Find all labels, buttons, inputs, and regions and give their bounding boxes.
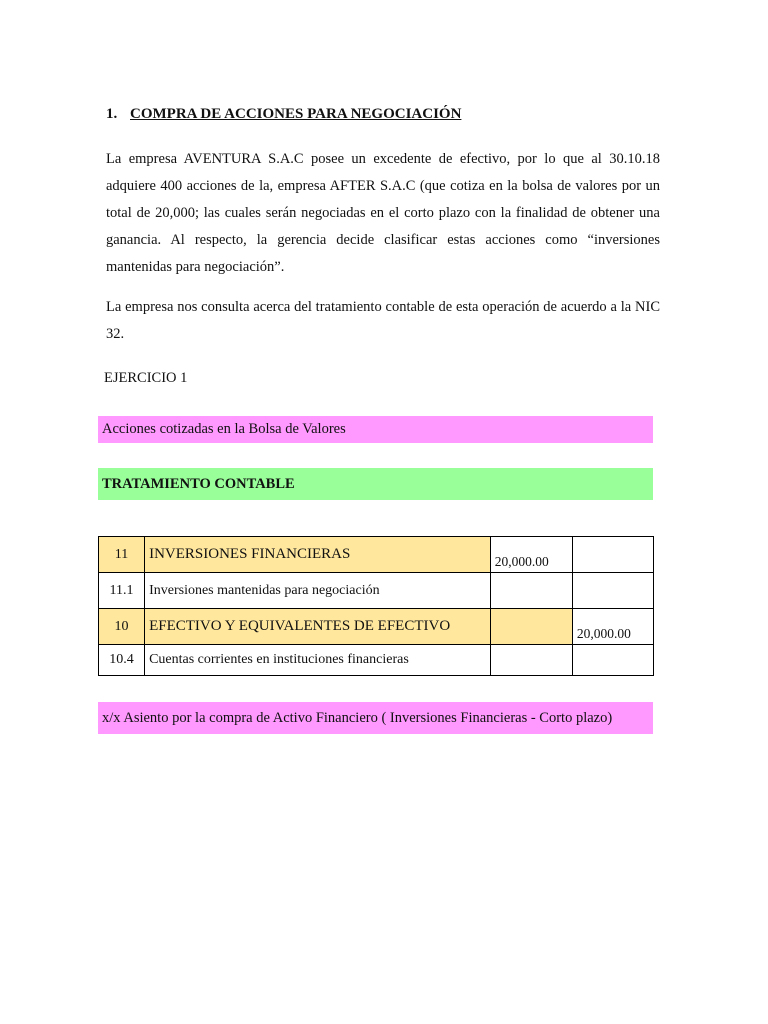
section-heading — [106, 106, 461, 123]
table-row — [99, 537, 654, 573]
journal-entry-table — [98, 536, 654, 676]
credit-amount — [572, 645, 653, 676]
accounting-treatment-band: TRATAMIENTO CONTABLE — [98, 468, 653, 500]
entry-note-band: x/x Asiento por la compra de Activo Financiero ( Inversiones Financieras - Corto plazo) — [98, 702, 653, 734]
account-code: 11.1 — [99, 573, 145, 609]
account-code: 11 — [99, 537, 145, 573]
account-description: Inversiones mantenidas para negociación — [145, 573, 491, 609]
credit-amount — [572, 537, 653, 573]
table-row — [99, 645, 654, 676]
listed-shares-band: Acciones cotizadas en la Bolsa de Valores — [98, 416, 653, 443]
section-number: 1. — [106, 106, 118, 122]
debit-amount — [490, 573, 572, 609]
account-description: Cuentas corrientes en instituciones financieras — [145, 645, 491, 676]
account-description: INVERSIONES FINANCIERAS — [145, 537, 491, 573]
account-code: 10.4 — [99, 645, 145, 676]
consultation-paragraph: La empresa nos consulta acerca del tratamiento contable de esta operación de acuerdo a la NIC 32. — [106, 299, 660, 342]
account-code: 10 — [99, 609, 145, 645]
exercise-label: EJERCICIO 1 — [104, 370, 188, 386]
section-title: COMPRA DE ACCIONES PARA NEGOCIACIÓN — [130, 106, 462, 122]
debit-amount — [490, 609, 572, 645]
table-row — [99, 573, 654, 609]
debit-amount: 20,000.00 — [490, 537, 572, 573]
table-row — [99, 609, 654, 645]
case-description-paragraph: La empresa AVENTURA S.A.C posee un excedente de efectivo, por lo que al 30.10.18 adquiere 400 acciones de la, empresa AFTER S.A.C (que cotiza en la bolsa de valores por un total de 20,000; las cuales serán negociadas en el corto plazo con la finalidad de obtener una ganancia. Al respecto, la gerencia decide clasificar estas acciones como “inversiones mantenidas para negociación”. — [106, 151, 660, 275]
credit-amount: 20,000.00 — [572, 609, 653, 645]
debit-amount — [490, 645, 572, 676]
account-description: EFECTIVO Y EQUIVALENTES DE EFECTIVO — [145, 609, 491, 645]
credit-amount — [572, 573, 653, 609]
